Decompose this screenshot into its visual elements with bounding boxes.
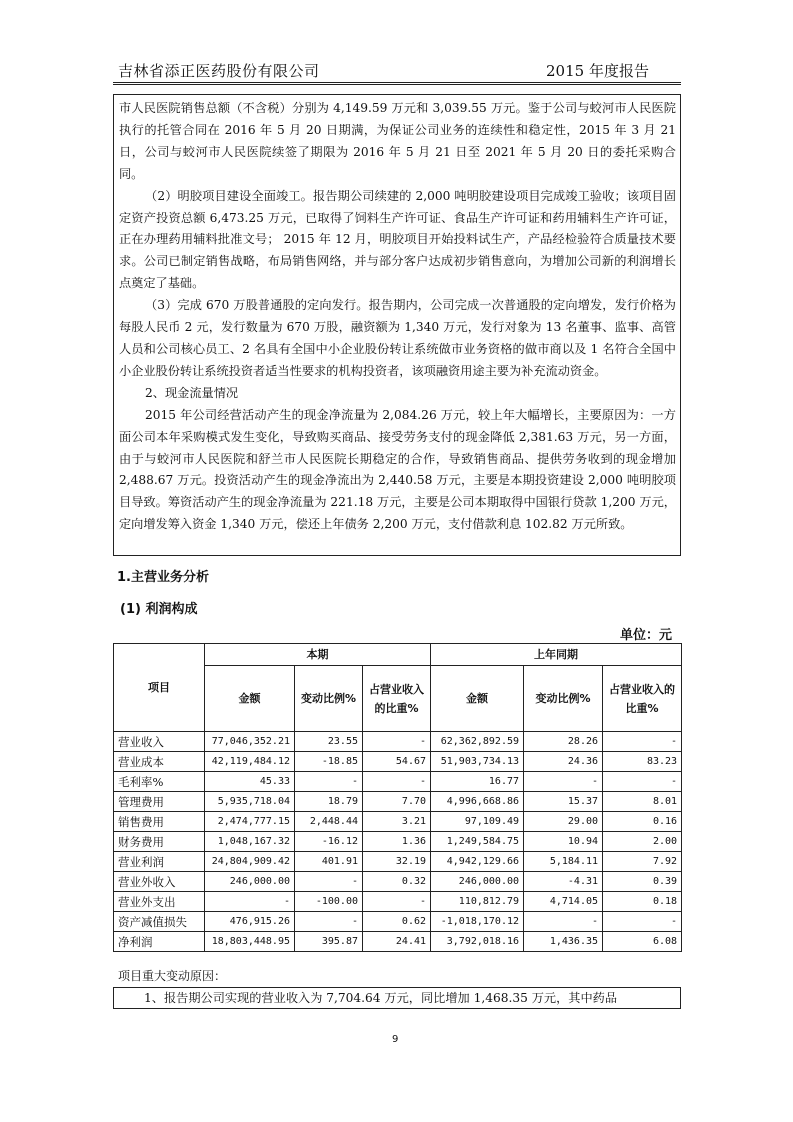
table-row (114, 872, 682, 892)
header-share: 占营业收入的比重% (603, 666, 682, 732)
cell-p-chg: 4,714.05 (524, 892, 603, 912)
cell-item: 营业外收入 (114, 872, 205, 892)
cell-c-chg: -18.85 (295, 752, 363, 772)
cell-p-chg: 28.26 (524, 732, 603, 752)
section-heading-main-business: 1.主营业务分析 (117, 570, 209, 585)
cell-c-chg: - (295, 912, 363, 932)
cell-c-amt: 2,474,777.15 (205, 812, 295, 832)
cell-p-amt: 1,249,584.75 (431, 832, 524, 852)
table-row (114, 752, 682, 772)
cell-p-amt: 62,362,892.59 (431, 732, 524, 752)
cell-p-chg: 29.00 (524, 812, 603, 832)
cell-c-shr: 1.36 (363, 832, 431, 852)
box-paragraph-2: （3）完成 670 万股普通股的定向发行。报告期内，公司完成一次普通股的定向增发，发行价格为每股人民币 2 元，发行数量为 670 万股，融资额为 1,340 万元，发行对象为 13 名董事、监事、高管人员和公司核心员工、2 名具有全国中小企业股份转让系统做市业务资格的做市商以及 1 名符合全国中小企业股份转让系统投资者适当性要求的机构投资者，该项融资用途主要为补充流动资金。 (119, 298, 676, 378)
cell-p-shr: 83.23 (603, 752, 682, 772)
cell-c-shr: 0.62 (363, 912, 431, 932)
cell-item: 销售费用 (114, 812, 205, 832)
narrative-box (113, 94, 681, 556)
cell-p-chg: - (524, 772, 603, 792)
cell-p-shr: 0.18 (603, 892, 682, 912)
cell-c-shr: - (363, 732, 431, 752)
table-row (114, 792, 682, 812)
cell-p-shr: 2.00 (603, 832, 682, 852)
cell-c-amt: 45.33 (205, 772, 295, 792)
cell-c-chg: 18.79 (295, 792, 363, 812)
table-row (114, 932, 682, 952)
note-box (113, 987, 681, 1009)
cell-item: 财务费用 (114, 832, 205, 852)
table-row (114, 892, 682, 912)
header-amount: 金额 (431, 666, 524, 732)
page-number: 9 (392, 1034, 399, 1045)
cell-p-amt: 246,000.00 (431, 872, 524, 892)
cell-c-shr: 0.32 (363, 872, 431, 892)
cell-item: 营业外支出 (114, 892, 205, 912)
header-change: 变动比例% (524, 666, 603, 732)
cell-item: 净利润 (114, 932, 205, 952)
company-name: 吉林省添正医药股份有限公司 (118, 62, 320, 80)
cell-p-chg: 5,184.11 (524, 852, 603, 872)
header-current-period: 本期 (205, 644, 431, 666)
table-row (114, 852, 682, 872)
header-divider (113, 82, 681, 85)
cell-p-amt: 110,812.79 (431, 892, 524, 912)
header-share: 占营业收入的比重% (363, 666, 431, 732)
cell-p-amt: 3,792,018.16 (431, 932, 524, 952)
cell-p-shr: 0.16 (603, 812, 682, 832)
cell-c-chg: 23.55 (295, 732, 363, 752)
header-change: 变动比例% (295, 666, 363, 732)
cell-c-amt: 18,803,448.95 (205, 932, 295, 952)
cell-c-shr: 24.41 (363, 932, 431, 952)
cell-c-chg: - (295, 772, 363, 792)
cell-p-chg: 15.37 (524, 792, 603, 812)
cell-p-amt: -1,018,170.12 (431, 912, 524, 932)
cell-p-shr: 6.08 (603, 932, 682, 952)
box-paragraph-1: （2）明胶项目建设全面竣工。报告期公司续建的 2,000 吨明胶建设项目完成竣工验收；该项目固定资产投资总额 6,473.25 万元，已取得了饲料生产许可证、食品生产许可证和药用辅料生产许可证，正在办理药用辅料批准文号； 2015 年 12 月，明胶项目开始投料试生产，产品经检验符合质量技术要求。公司已制定销售战略，布局销售网络，并与部分客户达成初步销售意向，为增加公司新的利润增长点奠定了基础。 (119, 188, 676, 291)
cell-c-shr: 54.67 (363, 752, 431, 772)
table-row (114, 772, 682, 792)
cell-p-amt: 4,942,129.66 (431, 852, 524, 872)
cell-p-shr: 7.92 (603, 852, 682, 872)
table-row (114, 912, 682, 932)
cell-p-shr: - (603, 772, 682, 792)
cell-c-chg: -100.00 (295, 892, 363, 912)
cell-p-shr: 0.39 (603, 872, 682, 892)
cell-p-shr: - (603, 912, 682, 932)
box-paragraph-4: 2015 年公司经营活动产生的现金净流量为 2,084.26 万元，较上年大幅增长，主要原因为：一方面公司本年采购模式发生变化，导致购买商品、接受劳务支付的现金降低 2,381.63 万元，另一方面，由于与蛟河市人民医院和舒兰市人民医院长期稳定的合作，导致销售商品、提供劳务收到的现金增加 2,488.67 万元。投资活动产生的现金净流出为 2,440.58 万元，主要是本期投资建设 2,000 吨明胶项目导致。筹资活动产生的现金净流量为 221.18 万元，主要是公司本期取得中国银行贷款 1,200 万元，定向增发筹入资金 1,340 万元，偿还上年债务 2,200 万元，支付借款利息 102.82 万元所致。 (119, 407, 676, 532)
cell-p-chg: 1,436.35 (524, 932, 603, 952)
cell-c-chg: 2,448.44 (295, 812, 363, 832)
cell-c-amt: 42,119,484.12 (205, 752, 295, 772)
cell-p-amt: 51,903,734.13 (431, 752, 524, 772)
table-row (114, 812, 682, 832)
note-label: 项目重大变动原因： (118, 969, 227, 983)
table-row (114, 832, 682, 852)
cell-item: 营业收入 (114, 732, 205, 752)
cell-c-shr: - (363, 892, 431, 912)
cell-p-amt: 4,996,668.86 (431, 792, 524, 812)
cell-c-chg: -16.12 (295, 832, 363, 852)
cell-item: 营业利润 (114, 852, 205, 872)
cell-c-amt: 5,935,718.04 (205, 792, 295, 812)
cell-c-amt: - (205, 892, 295, 912)
cell-c-shr: 32.19 (363, 852, 431, 872)
cell-p-shr: - (603, 732, 682, 752)
cell-c-amt: 1,048,167.32 (205, 832, 295, 852)
cell-p-chg: -4.31 (524, 872, 603, 892)
header-amount: 金额 (205, 666, 295, 732)
header-item: 项目 (114, 644, 205, 732)
profit-table (113, 643, 682, 952)
box-paragraph-0: 市人民医院销售总额（不含税）分别为 4,149.59 万元和 3,039.55 万元。鉴于公司与蛟河市人民医院执行的托管合同在 2016 年 5 月 20 日期满，为保证公司业务的连续性和稳定性，2015 年 3 月 21 日，公司与蛟河市人民医院续签了期限为 2016 年 5 月 21 日至 2021 年 5 月 20 日的委托采购合同。 (119, 101, 676, 181)
cell-item: 管理费用 (114, 792, 205, 812)
cell-c-chg: - (295, 872, 363, 892)
header-prior-period: 上年同期 (431, 644, 682, 666)
cell-c-amt: 246,000.00 (205, 872, 295, 892)
box-paragraph-3: 2、现金流量情况 (145, 385, 239, 400)
cell-item: 资产减值损失 (114, 912, 205, 932)
cell-p-amt: 16.77 (431, 772, 524, 792)
cell-p-chg: 24.36 (524, 752, 603, 772)
cell-c-shr: - (363, 772, 431, 792)
cell-c-chg: 395.87 (295, 932, 363, 952)
cell-c-amt: 77,046,352.21 (205, 732, 295, 752)
cell-c-chg: 401.91 (295, 852, 363, 872)
table-row (114, 732, 682, 752)
unit-label: 单位：元 (620, 628, 673, 643)
note-text: 1、报告期公司实现的营业收入为 7,704.64 万元，同比增加 1,468.35 万元，其中药品 (144, 991, 618, 1005)
cell-p-chg: - (524, 912, 603, 932)
report-title: 2015 年度报告 (546, 62, 649, 80)
cell-p-amt: 97,109.49 (431, 812, 524, 832)
cell-p-chg: 10.94 (524, 832, 603, 852)
cell-c-amt: 476,915.26 (205, 912, 295, 932)
section-heading-profit: (1) 利润构成 (120, 602, 198, 617)
cell-c-shr: 3.21 (363, 812, 431, 832)
cell-item: 营业成本 (114, 752, 205, 772)
cell-p-shr: 8.01 (603, 792, 682, 812)
cell-c-shr: 7.70 (363, 792, 431, 812)
cell-c-amt: 24,804,909.42 (205, 852, 295, 872)
cell-item: 毛利率% (114, 772, 205, 792)
